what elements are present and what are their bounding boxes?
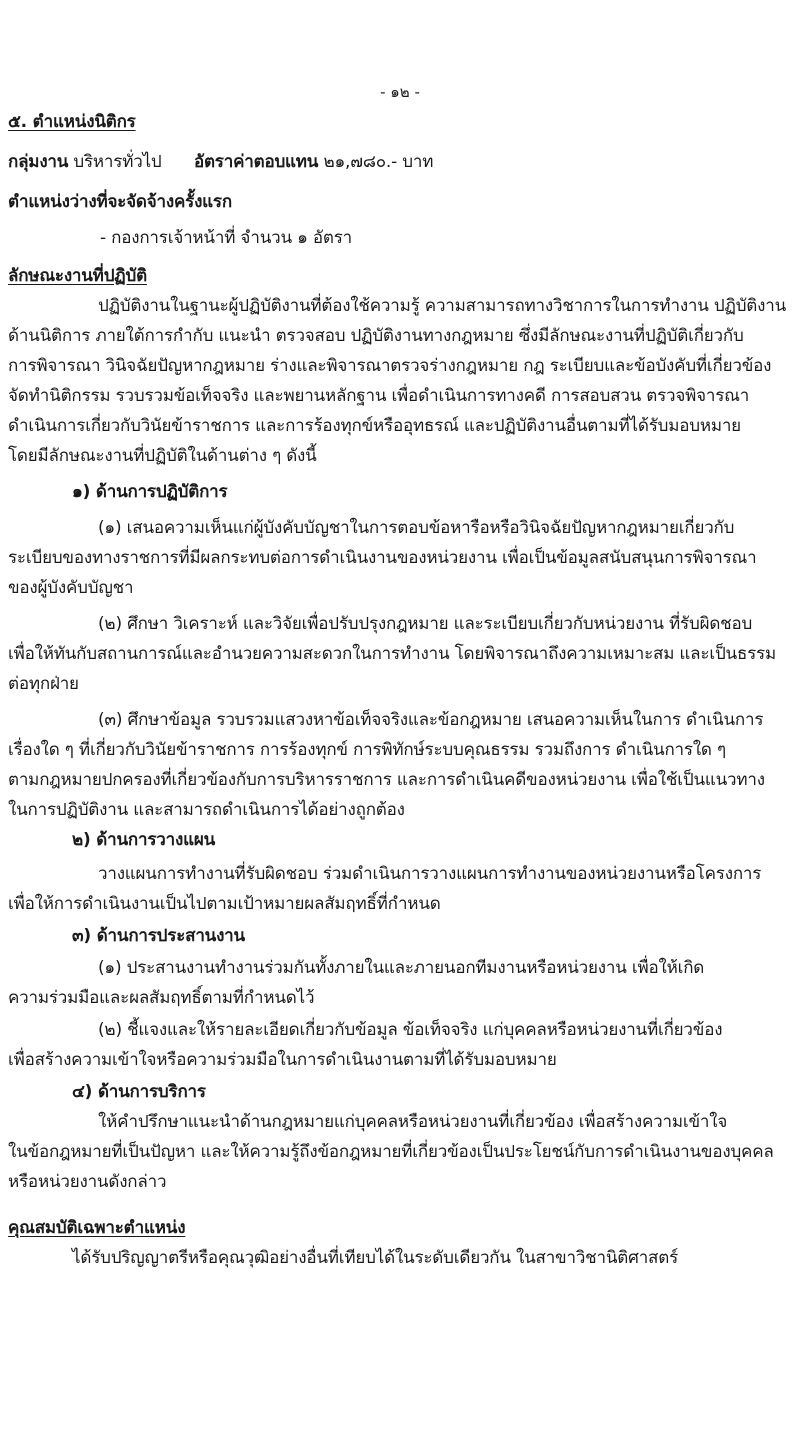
vacancy-heading: ตำแหน่งว่างที่จะจัดจ้างครั้งแรก xyxy=(8,192,232,212)
page-number: - ๑๒ - xyxy=(380,83,420,101)
sec1-item1-line: (๑) เสนอความเห็นแก่ผู้บังคับบัญชาในการตอบข้อหารือหรือวินิจฉัยปัญหากฎหมายเกี่ยวกับ xyxy=(98,518,735,538)
vacancy-item: - กองการเจ้าหน้าที่ จำนวน ๑ อัตรา xyxy=(100,228,353,248)
sec3-heading: ๓) ด้านการประสานงาน xyxy=(72,926,245,946)
sec3-item2-line: เพื่อสร้างความเข้าใจหรือความร่วมมือในการดำเนินงานตามที่ได้รับมอบหมาย xyxy=(8,1050,557,1070)
duties-intro-line: ดำเนินการเกี่ยวกับวินัยข้าราชการ และการร้องทุกข์หรืออุทธรณ์ และปฏิบัติงานอื่นตามที่ได้รับมอบหมาย xyxy=(8,416,741,436)
sec4-line: ในข้อกฎหมายที่เป็นปัญหา และให้ความรู้ถึงข้อกฎหมายที่เกี่ยวข้องเป็นประโยชน์กับการดำเนินงานของบุคคล xyxy=(8,1142,774,1162)
sec1-item2-line: เพื่อให้ทันกับสถานการณ์และอำนวยความสะดวกในการทำงาน โดยพิจารณาถึงความเหมาะสม และเป็นธรรม xyxy=(8,644,776,664)
pay-label: อัตราค่าตอบแทน xyxy=(193,152,319,172)
sec1-item2-line: (๒) ศึกษา วิเคราะห์ และวิจัยเพื่อปรับปรุงกฎหมาย และระเบียบเกี่ยวกับหน่วยงาน ที่รับผิดชอบ xyxy=(98,614,753,634)
sec1-item3-line: ในการปฏิบัติงาน และสามารถดำเนินการได้อย่างถูกต้อง xyxy=(8,800,405,820)
duties-intro-line: ปฏิบัติงานในฐานะผู้ปฏิบัติงานที่ต้องใช้ความรู้ ความสามารถทางวิชาการในการทำงาน ปฏิบัติงาน xyxy=(98,296,787,316)
sec4-line: ให้คำปรึกษาแนะนำด้านกฎหมายแก่บุคคลหรือหน่วยงานที่เกี่ยวข้อง เพื่อสร้างความเข้าใจ xyxy=(98,1112,728,1132)
duties-intro-line: การพิจารณา วินิจฉัยปัญหากฎหมาย ร่างและพิจารณาตรวจร่างกฎหมาย กฎ ระเบียบและข้อบังคับที่เกี่ยวข้อง xyxy=(8,356,772,376)
group-label: กลุ่มงาน xyxy=(8,152,69,172)
qualification-heading: คุณสมบัติเฉพาะตำแหน่ง xyxy=(8,1218,186,1238)
sec2-line: เพื่อให้การดำเนินงานเป็นไปตามเป้าหมายผลสัมฤทธิ์ที่กำหนด xyxy=(8,894,441,914)
sec1-item2-line: ต่อทุกฝ่าย xyxy=(8,674,79,694)
sec2-line: วางแผนการทำงานที่รับผิดชอบ ร่วมดำเนินการวางแผนการทำงานของหน่วยงานหรือโครงการ xyxy=(98,864,762,884)
sec1-item3-line: (๓) ศึกษาข้อมูล รวบรวมแสวงหาข้อเท็จจริงและข้อกฎหมาย เสนอความเห็นในการ ดำเนินการ xyxy=(98,710,764,730)
pay-value: ๒๑,๗๘๐.- บาท xyxy=(323,152,434,172)
sec1-item1-line: ระเบียบของทางราชการที่มีผลกระทบต่อการดำเนินงานของหน่วยงาน เพื่อเป็นข้อมูลสนับสนุนการพิจารณา xyxy=(8,548,757,568)
sec1-item1-line: ของผู้บังคับบัญชา xyxy=(8,578,134,598)
sec3-item1-line: (๑) ประสานงานทำงานร่วมกันทั้งภายในและภายนอกทีมงานหรือหน่วยงาน เพื่อให้เกิด xyxy=(98,958,705,978)
sec4-heading: ๔) ด้านการบริการ xyxy=(72,1082,206,1102)
sec1-heading: ๑) ด้านการปฏิบัติการ xyxy=(72,482,228,502)
duties-heading: ลักษณะงานที่ปฏิบัติ xyxy=(8,266,147,286)
group-value: บริหารทั่วไป xyxy=(73,152,162,172)
sec1-item3-line: เรื่องใด ๆ ที่เกี่ยวกับวินัยข้าราชการ การร้องทุกข์ การพิทักษ์ระบบคุณธรรม รวมถึงการ ดำเนินการใด ๆ xyxy=(8,740,726,760)
group-line xyxy=(8,150,433,174)
sec3-item2-line: (๒) ชี้แจงและให้รายละเอียดเกี่ยวกับข้อมูล ข้อเท็จจริง แก่บุคคลหรือหน่วยงานที่เกี่ยวข้อง xyxy=(98,1020,723,1040)
sec4-line: หรือหน่วยงานดังกล่าว xyxy=(8,1172,167,1192)
sec3-item1-line: ความร่วมมือและผลสัมฤทธิ์ตามที่กำหนดไว้ xyxy=(8,988,315,1008)
duties-intro-line: ด้านนิติการ ภายใต้การกำกับ แนะนำ ตรวจสอบ ปฏิบัติงานทางกฎหมาย ซึ่งมีลักษณะงานที่ปฏิบัติเกี่ยวกับ xyxy=(8,326,744,346)
sec2-heading: ๒) ด้านการวางแผน xyxy=(72,830,216,850)
sec1-item3-line: ตามกฎหมายปกครองที่เกี่ยวข้องกับการบริหารราชการ และการดำเนินคดีของหน่วยงาน เพื่อใช้เป็นแนวทาง xyxy=(8,770,765,790)
qualification-text: ได้รับปริญญาตรีหรือคุณวุฒิอย่างอื่นที่เทียบได้ในระดับเดียวกัน ในสาขาวิชานิติศาสตร์ xyxy=(72,1248,679,1268)
duties-intro-line: จัดทำนิติกรรม รวบรวมข้อเท็จจริง และพยานหลักฐาน เพื่อดำเนินการทางคดี การสอบสวน ตรวจพิจารณา xyxy=(8,386,750,406)
position-title: ๕. ตำแหน่งนิติกร xyxy=(8,112,136,132)
duties-intro-line: โดยมีลักษณะงานที่ปฏิบัติในด้านต่าง ๆ ดังนี้ xyxy=(8,446,317,466)
